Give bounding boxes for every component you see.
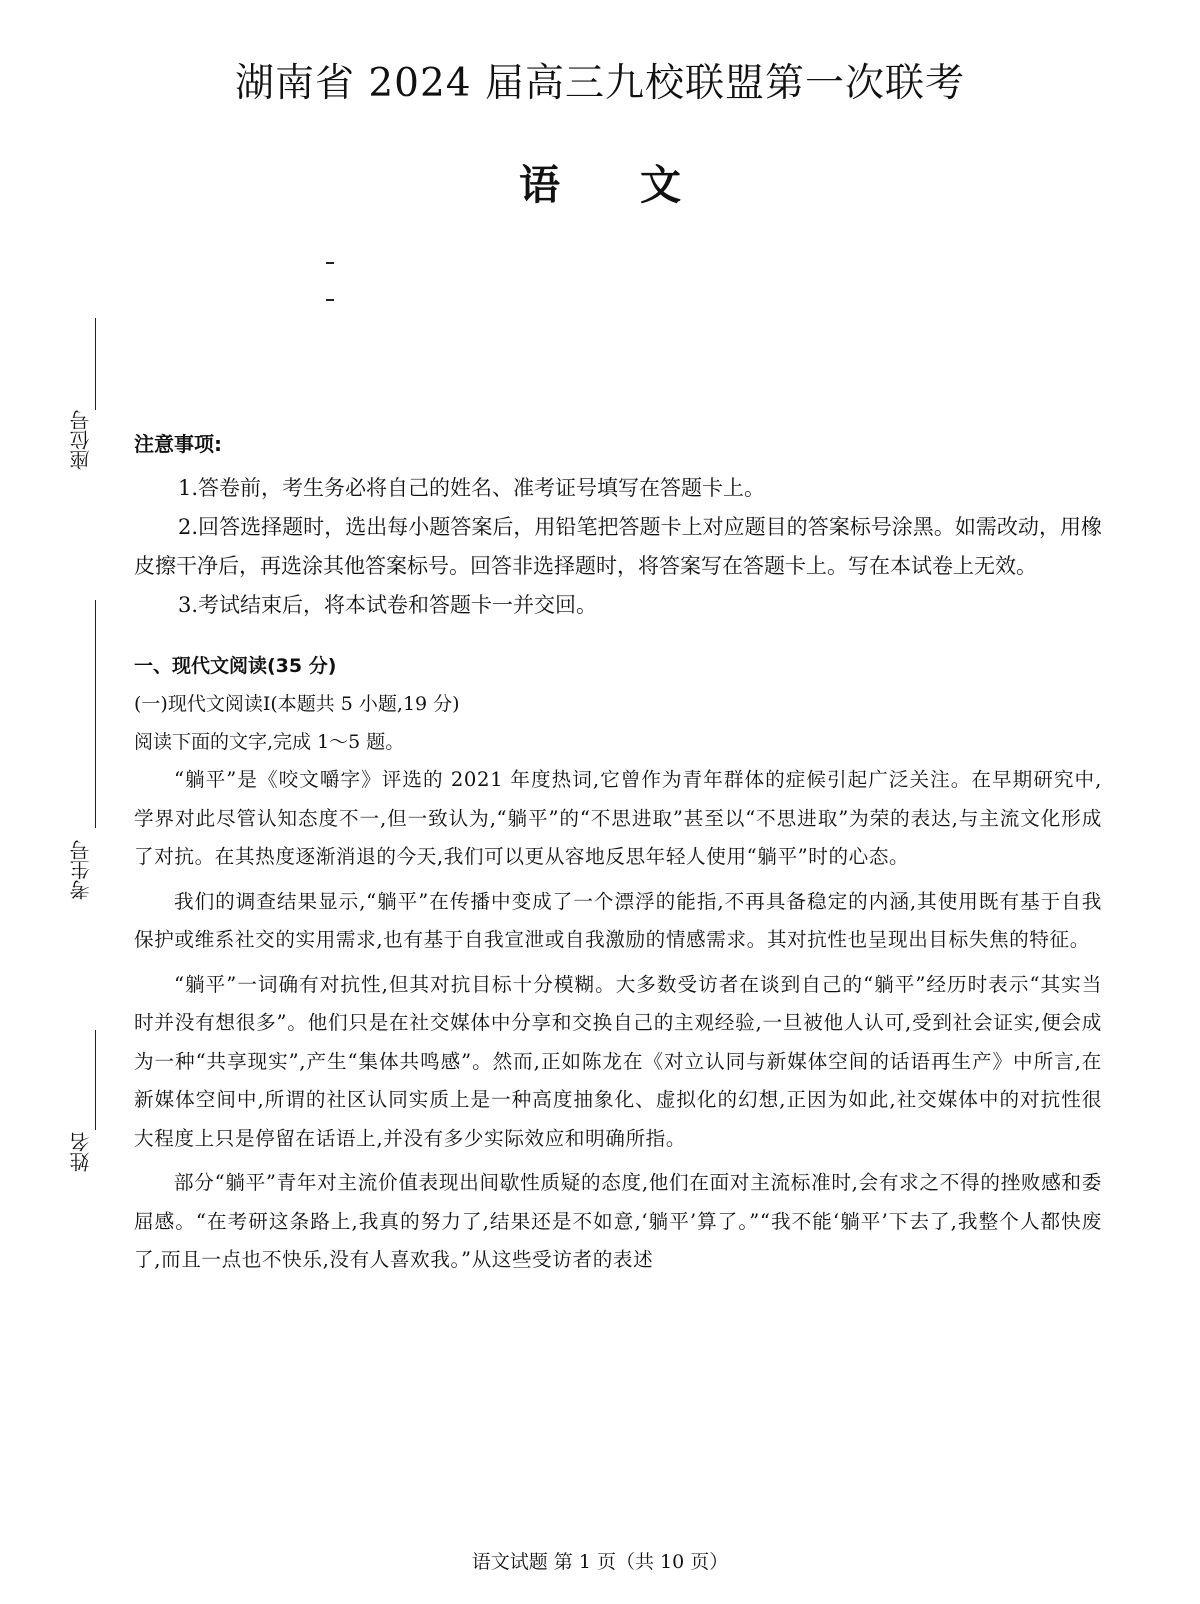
name-line [95,1030,96,1130]
passage-paragraph: “躺平”一词确有对抗性,但其对抗目标十分模糊。大多数受访者在谈到自己的“躺平”经历时表示“其实当时并没有想很多”。他们只是在社交媒体中分享和交换自己的主观经验,一旦被他人认可,受到社会证实,便会成为一种“共享现实”,产生“集体共鸣感”。然而,正如陈龙在《对立认同与新媒体空间的话语再生产》中所言,在新媒体空间中,所谓的社区认同实质上是一种高度抽象化、虚拟化的幻想,正因为如此,社交媒体中的对抗性很大程度上只是停留在话语上,并没有多少实际效应和明确所指。 [134,972,1102,1150]
main-content [134,428,1102,1286]
exam-title: 湖南省 2024 届高三九校联盟第一次联考 [234,61,966,106]
seat-number-field [62,318,112,508]
reading-instruction: 阅读下面的文字,完成 1～5 题。 [134,731,405,753]
name-field [62,1030,112,1180]
seat-number-line [95,318,96,410]
exam-number-line [95,600,96,828]
subject-title [0,152,1200,211]
dash-mark [326,262,334,264]
passage-paragraph: 我们的调查结果显示,“躺平”在传播中变成了一个漂浮的能指,不再具备稳定的内涵,其使用既有基于自我保护或维系社交的实用需求,也有基于自我宣泄或自我激励的情感需求。其对抗性也呈现出目标失焦的特征。 [134,889,1102,951]
notice-item: 1.答卷前，考生务必将自己的姓名、准考证号填写在答题卡上。 [178,476,766,500]
subject-char-2: 文 [640,161,681,209]
notice-title: 注意事项: [134,432,222,456]
passage-paragraph: “躺平”是《咬文嚼字》评选的 2021 年度热词,它曾作为青年群体的症候引起广泛关注。在早期研究中,学界对此尽管认知态度不一,但一致认为,“躺平”的“不思进取”甚至以“不思进取”为荣的表达,与主流文化形成了对抗。在其热度逐渐消退的今天,我们可以更从容地反思年轻人使用“躺平”时的心态。 [134,768,1102,868]
reading-section [134,647,1102,1280]
reading-passage [134,761,1102,1280]
sub-heading: (一)现代文阅读Ⅰ(本题共 5 小题,19 分) [134,693,460,715]
exam-number-field [62,600,112,910]
seat-number-label: 座位号 [69,410,93,470]
notice-item: 2.回答选择题时，选出每小题答案后，用铅笔把答题卡上对应题目的答案标号涂黑。如需改动，用橡皮擦干净后，再选涂其他答案标号。回答非选择题时，将答案写在答题卡上。写在本试卷上无效。 [134,515,1102,578]
passage-paragraph: 部分“躺平”青年对主流价值表现出间歇性质疑的态度,他们在面对主流标准时,会有求之不得的挫败感和委屈感。“在考研这条路上,我真的努力了,结果还是不如意,‘躺平’算了。”“我不能‘躺平’下去了,我整个人都快废了,而且一点也不快乐,没有人喜欢我。”从这些受访者的表述 [134,1171,1102,1271]
page-footer: 语文试题 第 1 页（共 10 页） [471,1551,729,1573]
dash-mark [326,299,334,301]
name-label: 姓名 [69,1132,93,1172]
notice-block [134,428,1102,625]
subject-char-1: 语 [519,161,560,209]
exam-number-label: 考生号 [69,840,93,900]
notice-item: 3.考试结束后，将本试卷和答题卡一并交回。 [178,593,598,617]
section-heading: 一、现代文阅读(35 分) [134,655,337,677]
